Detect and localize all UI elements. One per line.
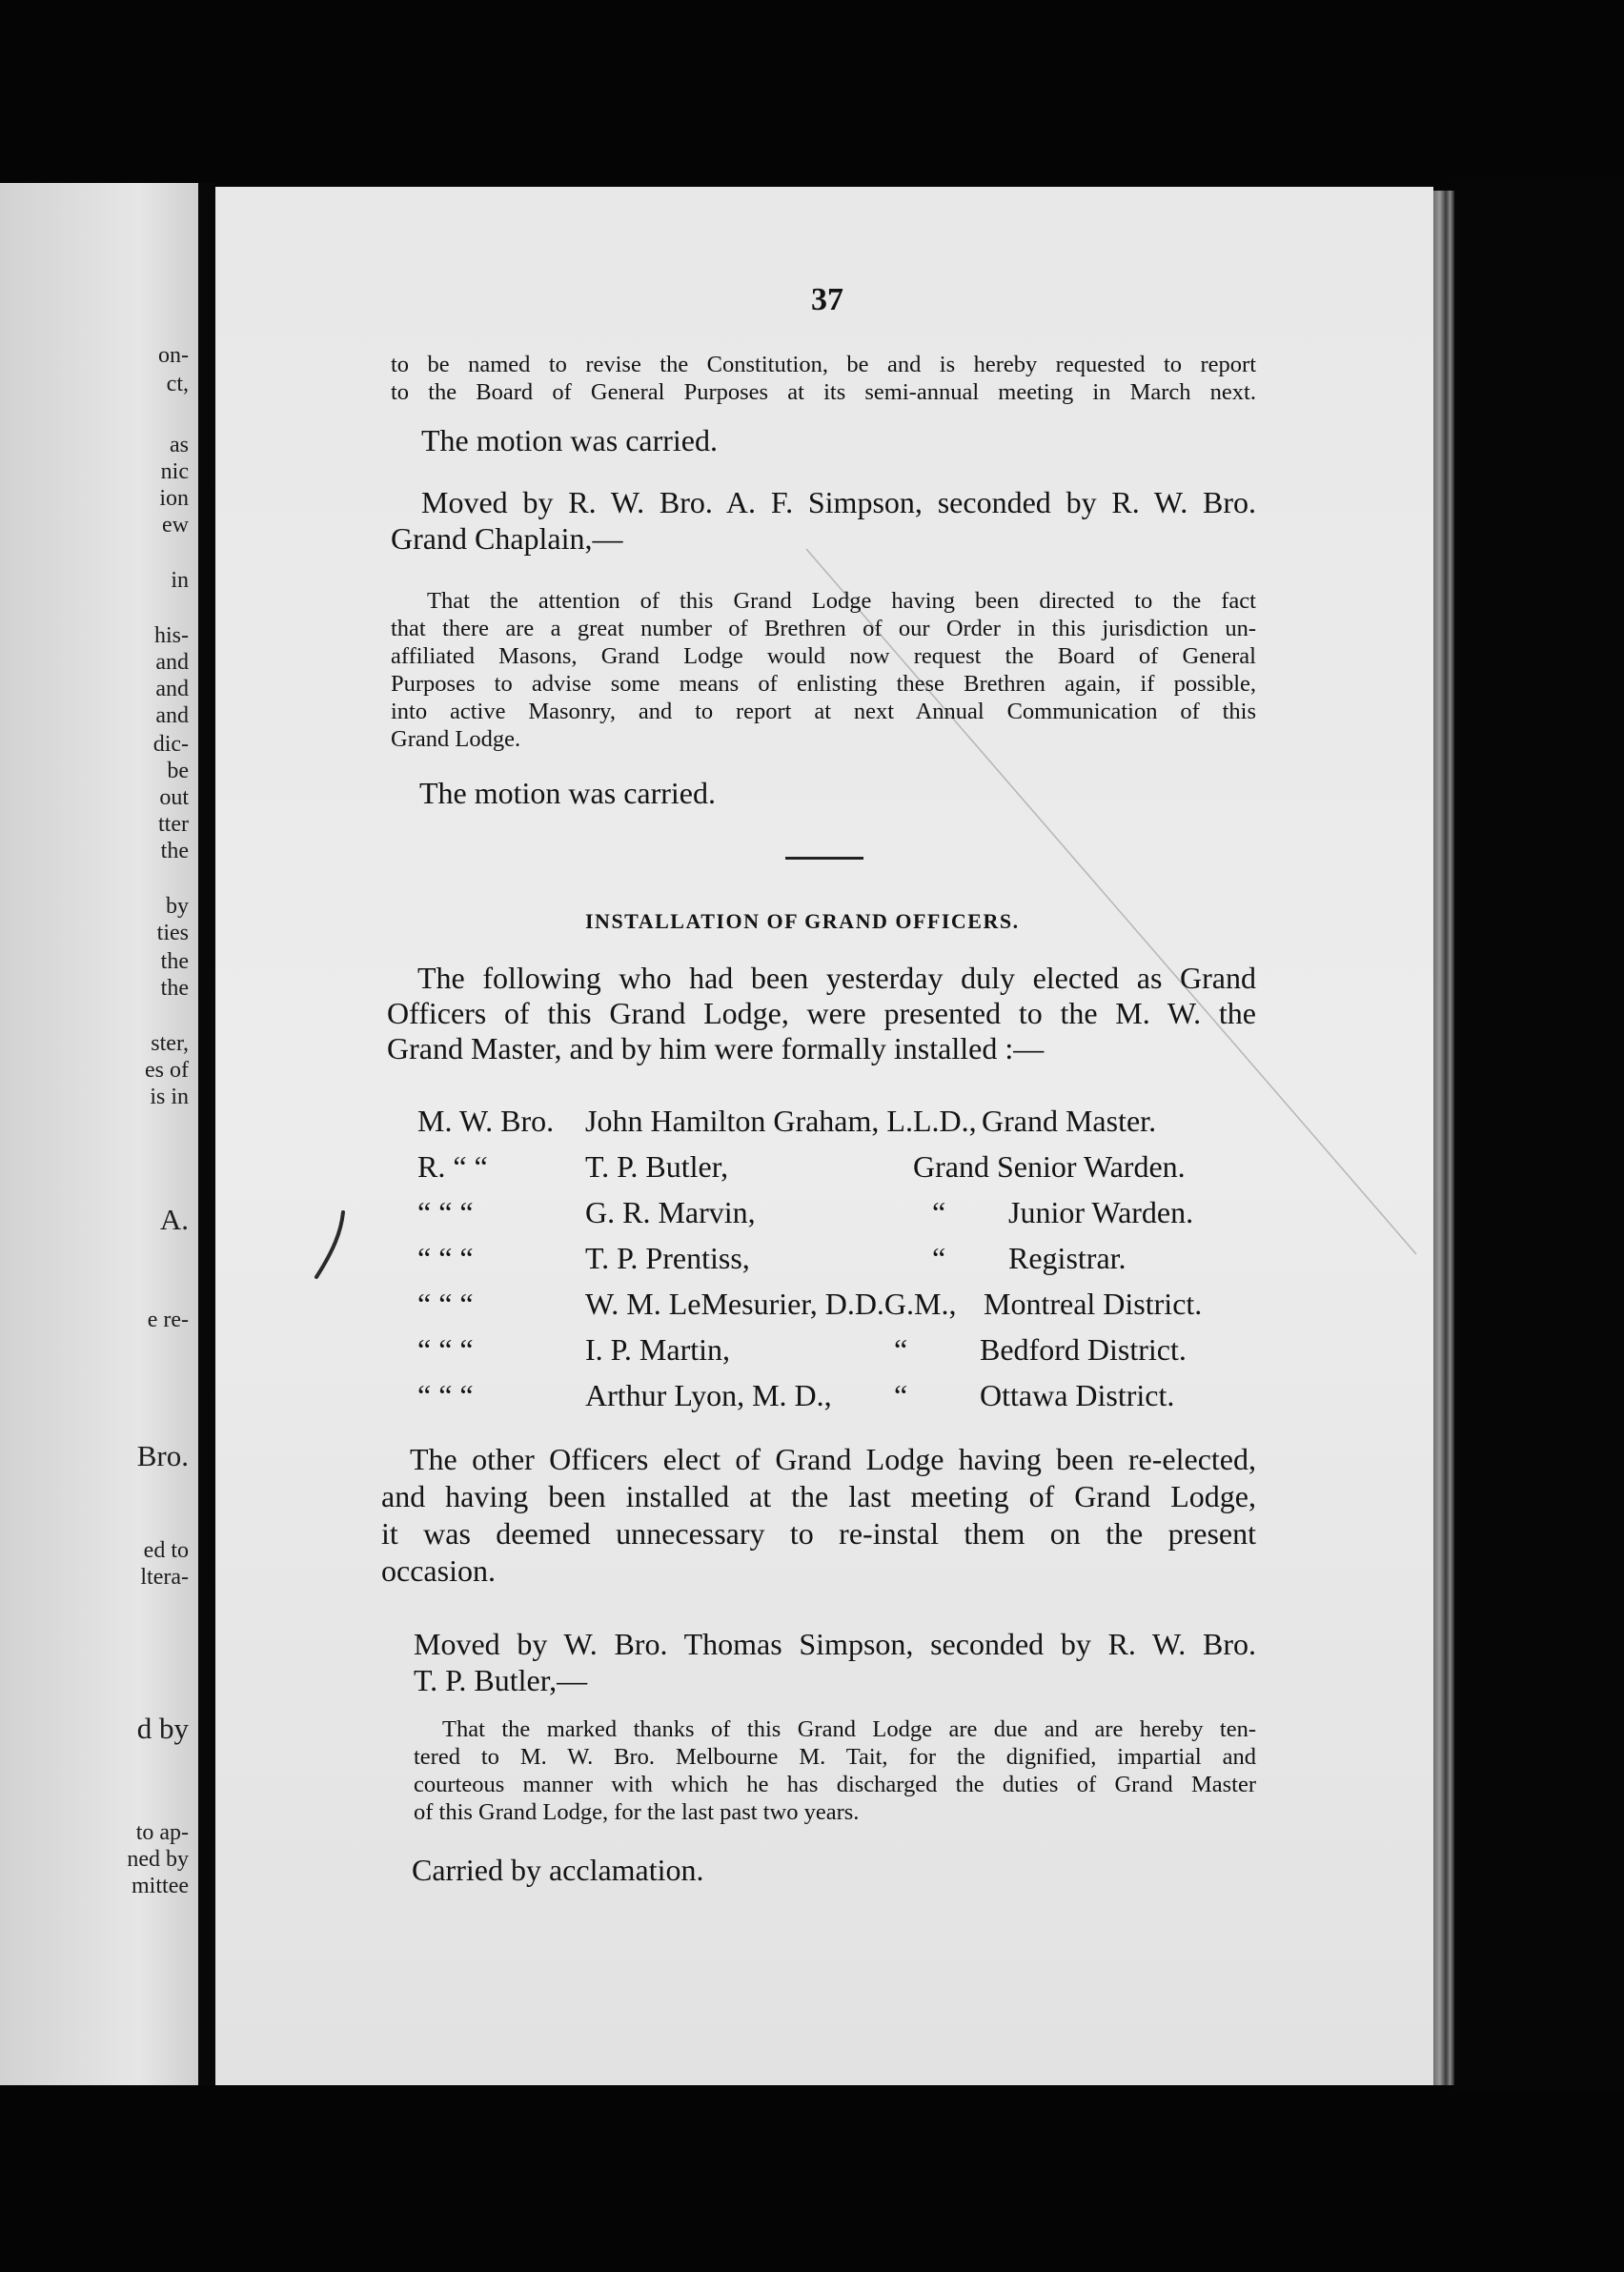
officer-office: Bedford District. xyxy=(980,1332,1187,1367)
officer-office: Junior Warden. xyxy=(1008,1195,1194,1229)
section-divider xyxy=(785,857,863,860)
officer-name: W. M. LeMesurier, D.D.G.M., xyxy=(585,1287,957,1321)
text-line: That the attention of this Grand Lodge having been directed to the fact xyxy=(427,588,1256,614)
paragraph-constitution-revision xyxy=(391,351,1256,406)
officer-office-ditto: “ xyxy=(932,1241,946,1275)
left-page-fragment: his- xyxy=(154,623,189,648)
left-page-fragment: and xyxy=(155,650,189,675)
text-line: into active Masonry, and to report at next Annual Communication of this xyxy=(391,699,1256,724)
left-page-fragment: A. xyxy=(159,1203,189,1236)
left-page-fragment: the xyxy=(160,949,189,974)
left-page-fragment: to ap- xyxy=(135,1820,189,1845)
main-page xyxy=(215,187,1433,2085)
officer-office: Grand Senior Warden. xyxy=(913,1149,1186,1184)
pencil-mark xyxy=(305,1203,362,1298)
paragraph-other-officers xyxy=(381,1441,1256,1590)
text-line: That the marked thanks of this Grand Lodge are due and are hereby ten- xyxy=(442,1716,1256,1742)
text-line: The following who had been yesterday duly elected as Grand xyxy=(417,961,1256,995)
left-page-fragment: ned by xyxy=(127,1847,189,1872)
officer-office: Montreal District. xyxy=(984,1287,1203,1321)
officer-row xyxy=(417,1378,1256,1416)
officer-office-ditto: “ xyxy=(932,1195,946,1229)
left-page-fragment: ion xyxy=(159,486,189,511)
text-line: and having been installed at the last meeting of Grand Lodge, xyxy=(381,1479,1256,1513)
text-line: T. P. Butler,— xyxy=(414,1663,588,1697)
left-page-fragment: and xyxy=(155,677,189,701)
motion-carried-text: The motion was carried. xyxy=(421,423,718,457)
carried-by-acclamation: Carried by acclamation. xyxy=(412,1853,704,1887)
text-line: Grand Master, and by him were formally installed :— xyxy=(387,1031,1045,1065)
section-heading: INSTALLATION OF GRAND OFFICERS. xyxy=(585,909,1020,933)
installation-intro xyxy=(387,961,1256,1066)
officer-name: T. P. Prentiss, xyxy=(585,1241,750,1275)
left-page-fragment: ties xyxy=(156,921,189,945)
left-page-fragment: the xyxy=(160,976,189,1001)
left-page-fragment: and xyxy=(155,703,189,728)
officer-row xyxy=(417,1241,1256,1279)
text-line: affiliated Masons, Grand Lodge would now request the Board of General xyxy=(391,643,1256,669)
officer-name: Arthur Lyon, M. D., xyxy=(585,1378,832,1412)
left-page-fragment: ed to xyxy=(143,1538,189,1563)
officer-office: Ottawa District. xyxy=(980,1378,1175,1412)
motion-moved-thomas-simpson xyxy=(414,1626,1256,1698)
left-page-fragment: e re- xyxy=(147,1308,189,1332)
officer-office: Registrar. xyxy=(1008,1241,1127,1275)
officer-rank: “ “ “ xyxy=(417,1287,474,1321)
officer-name: G. R. Marvin, xyxy=(585,1195,756,1229)
left-page-fragment: dic- xyxy=(152,732,189,757)
left-page-fragment: ster, xyxy=(151,1031,189,1056)
left-page-fragment: ct, xyxy=(166,372,189,396)
left-page-fragment: ltera- xyxy=(140,1565,189,1590)
left-page-fragment: is in xyxy=(150,1085,189,1109)
left-page-fragment: d by xyxy=(136,1712,189,1745)
officer-row xyxy=(417,1332,1256,1370)
left-page-fragment: be xyxy=(167,759,189,783)
left-page-fragment: ew xyxy=(162,513,189,538)
officer-row xyxy=(417,1104,1256,1142)
resolution-unaffiliated-masons xyxy=(391,587,1256,753)
officer-office-ditto: “ xyxy=(894,1378,908,1412)
officer-row xyxy=(417,1195,1256,1233)
text-line: occasion. xyxy=(381,1553,496,1588)
text-line: it was deemed unnecessary to re-instal them on the present xyxy=(381,1516,1256,1551)
motion-moved-simpson xyxy=(391,484,1256,557)
officer-office: Grand Master. xyxy=(982,1104,1157,1138)
officer-rank: M. W. Bro. xyxy=(417,1104,555,1138)
left-page-fragment: on- xyxy=(158,343,189,368)
officer-row xyxy=(417,1149,1256,1187)
text-line: to be named to revise the Constitution, be and is hereby requested to report xyxy=(391,352,1256,377)
text-line: to the Board of General Purposes at its semi-annual meeting in March next. xyxy=(391,379,1256,405)
text-line: tered to M. W. Bro. Melbourne M. Tait, for the dignified, impartial and xyxy=(414,1744,1256,1770)
text-line: Grand Chaplain,— xyxy=(391,521,623,556)
left-page-fragment: es of xyxy=(145,1058,189,1083)
left-page-fragment: tter xyxy=(158,812,189,837)
officer-rank: “ “ “ xyxy=(417,1332,474,1367)
left-page-text-fragments xyxy=(0,183,198,2085)
text-line: that there are a great number of Brethren of our Order in this jurisdiction un- xyxy=(391,616,1256,641)
left-page-fragment: the xyxy=(160,839,189,863)
officer-rank: R. “ “ xyxy=(417,1149,488,1184)
text-line: Moved by W. Bro. Thomas Simpson, seconded by R. W. Bro. xyxy=(414,1627,1256,1661)
motion-carried-text: The motion was carried. xyxy=(419,776,716,810)
page-edge-stack xyxy=(1433,191,1454,2085)
text-line: of this Grand Lodge, for the last past two years. xyxy=(414,1799,860,1825)
left-page-fragment: by xyxy=(166,894,189,919)
officer-name: T. P. Butler, xyxy=(585,1149,729,1184)
left-page-fragment: nic xyxy=(160,459,189,484)
officer-office-ditto: “ xyxy=(894,1332,908,1367)
scan-border xyxy=(1454,177,1624,2093)
text-line: Moved by R. W. Bro. A. F. Simpson, seconded by R. W. Bro. xyxy=(421,485,1256,519)
officer-rank: “ “ “ xyxy=(417,1378,474,1412)
text-line: Purposes to advise some means of enlisting these Brethren again, if possible, xyxy=(391,671,1256,697)
left-page-fragment: as xyxy=(170,433,189,457)
text-line: courteous manner with which he has discharged the duties of Grand Master xyxy=(414,1772,1256,1797)
officer-rank: “ “ “ xyxy=(417,1241,474,1275)
left-page-fragment: mittee xyxy=(132,1874,189,1898)
officer-rank: “ “ “ xyxy=(417,1195,474,1229)
left-page-fragment: out xyxy=(159,785,189,810)
book-gutter xyxy=(198,183,215,2085)
page-number: 37 xyxy=(811,282,843,317)
text-line: Grand Lodge. xyxy=(391,726,521,752)
text-line: Officers of this Grand Lodge, were presented to the M. W. the xyxy=(387,996,1256,1030)
text-line: The other Officers elect of Grand Lodge having been re-elected, xyxy=(410,1442,1256,1476)
officer-name: John Hamilton Graham, L.L.D., xyxy=(585,1104,977,1138)
left-page-fragment: in xyxy=(171,568,189,593)
officer-row xyxy=(417,1287,1256,1325)
officer-name: I. P. Martin, xyxy=(585,1332,730,1367)
left-page-fragment: Bro. xyxy=(136,1439,189,1472)
resolution-thanks-tait xyxy=(414,1715,1256,1826)
left-facing-page xyxy=(0,183,198,2085)
